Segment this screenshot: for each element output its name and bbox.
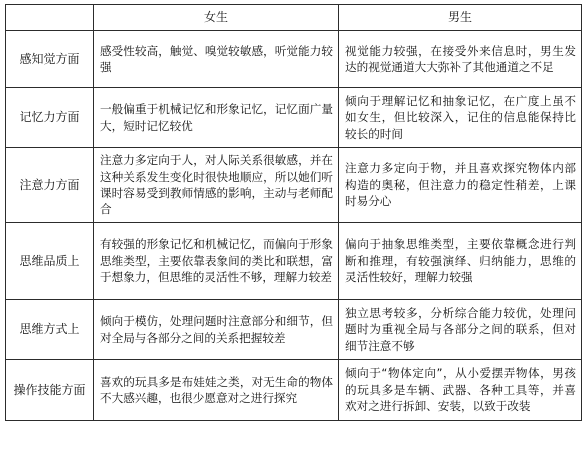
female-cell: 一般偏重于机械记忆和形象记忆，记忆面广量大，短时记忆较优 [94, 88, 339, 148]
male-cell: 倾向于“物体定向”，从小爱摆弄物体，男孩的玩具多是车辆、武器、各种工具等，并喜欢对之进行拆卸、安装，以致于改装 [339, 360, 582, 421]
row-category: 感知觉方面 [6, 31, 94, 88]
female-cell: 注意力多定向于人，对人际关系很敏感，并在这种关系发生变化时很快地顺应，所以她们听课时容易受到教师情感的影响，主动与老师配合 [94, 148, 339, 223]
row-category: 注意力方面 [6, 148, 94, 223]
male-cell: 注意力多定向于物，并且喜欢探究物体内部构造的奥秘，但注意力的稳定性稍差，上课时易分心 [339, 148, 582, 223]
male-cell: 偏向于抽象思维类型，主要依靠概念进行判断和推理，有较强演绎、归纳能力，思维的灵活性较好，理解力较强 [339, 223, 582, 300]
table-header [6, 5, 582, 31]
table-body [6, 31, 582, 421]
table-row [6, 360, 582, 421]
female-cell: 感受性较高，触觉、嗅觉较敏感，听觉能力较强 [94, 31, 339, 88]
table-row [6, 223, 582, 300]
row-category: 思维品质上 [6, 223, 94, 300]
header-female: 女生 [94, 5, 339, 31]
row-category: 操作技能方面 [6, 360, 94, 421]
header-row [6, 5, 582, 31]
female-cell: 喜欢的玩具多是布娃娃之类，对无生命的物体不大感兴趣，也很少愿意对之进行探究 [94, 360, 339, 421]
female-cell: 有较强的形象记忆和机械记忆，而偏向于形象思维类型，主要依靠表象间的类比和联想，富于想象力，但思维的灵活性不够，理解力较差 [94, 223, 339, 300]
female-cell: 倾向于模仿，处理问题时注意部分和细节，但对全局与各部分之间的关系把握较差 [94, 300, 339, 360]
header-empty-cell [6, 5, 94, 31]
male-cell: 倾向于理解记忆和抽象记忆，在广度上虽不如女生，但比较深入，记住的信息能保持比较长的时间 [339, 88, 582, 148]
row-category: 思维方式上 [6, 300, 94, 360]
comparison-table [5, 4, 582, 421]
table-row [6, 300, 582, 360]
table-row [6, 88, 582, 148]
male-cell: 视觉能力较强，在接受外来信息时，男生发达的视觉通道大大弥补了其他通道之不足 [339, 31, 582, 88]
header-male: 男生 [339, 5, 582, 31]
male-cell: 独立思考较多，分析综合能力较优，处理问题时为重视全局与各部分之间的联系，但对细节注意不够 [339, 300, 582, 360]
table-row [6, 148, 582, 223]
row-category: 记忆力方面 [6, 88, 94, 148]
table-row [6, 31, 582, 88]
